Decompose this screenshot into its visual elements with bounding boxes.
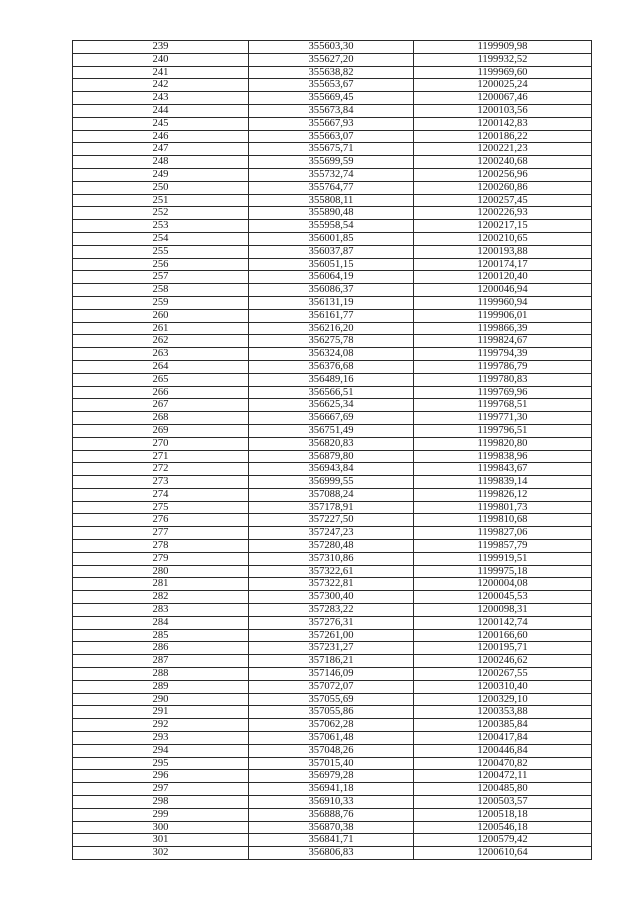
x-coordinate-cell: 356943,84 [249,463,414,476]
point-number-cell: 245 [73,117,249,130]
y-coordinate-cell: 1200098,31 [414,604,592,617]
y-coordinate-cell: 1200470,82 [414,757,592,770]
point-number-cell: 243 [73,92,249,105]
point-number-cell: 239 [73,41,249,54]
x-coordinate-cell: 357227,50 [249,514,414,527]
y-coordinate-cell: 1200417,84 [414,732,592,745]
point-number-cell: 295 [73,757,249,770]
x-coordinate-cell: 356667,69 [249,412,414,425]
point-number-cell: 290 [73,693,249,706]
x-coordinate-cell: 356841,71 [249,834,414,847]
point-number-cell: 267 [73,399,249,412]
y-coordinate-cell: 1199960,94 [414,296,592,309]
table-row [73,629,592,642]
table-row [73,616,592,629]
point-number-cell: 282 [73,591,249,604]
x-coordinate-cell: 356161,77 [249,309,414,322]
table-row [73,552,592,565]
x-coordinate-cell: 355627,20 [249,53,414,66]
table-row [73,322,592,335]
point-number-cell: 300 [73,821,249,834]
x-coordinate-cell: 355808,11 [249,194,414,207]
y-coordinate-cell: 1200267,55 [414,668,592,681]
table-row [73,796,592,809]
y-coordinate-cell: 1200142,83 [414,117,592,130]
x-coordinate-cell: 356566,51 [249,386,414,399]
x-coordinate-cell: 357300,40 [249,591,414,604]
y-coordinate-cell: 1200045,53 [414,591,592,604]
point-number-cell: 266 [73,386,249,399]
point-number-cell: 283 [73,604,249,617]
table-row [73,66,592,79]
y-coordinate-cell: 1200610,64 [414,847,592,860]
table-row [73,335,592,348]
y-coordinate-cell: 1200103,56 [414,104,592,117]
y-coordinate-cell: 1200004,08 [414,578,592,591]
y-coordinate-cell: 1200142,74 [414,616,592,629]
point-number-cell: 302 [73,847,249,860]
y-coordinate-cell: 1200257,45 [414,194,592,207]
table-row [73,309,592,322]
table-row [73,130,592,143]
table-row [73,104,592,117]
x-coordinate-cell: 355667,93 [249,117,414,130]
point-number-cell: 253 [73,220,249,233]
y-coordinate-cell: 1199768,51 [414,399,592,412]
x-coordinate-cell: 356888,76 [249,808,414,821]
x-coordinate-cell: 357276,31 [249,616,414,629]
point-number-cell: 286 [73,642,249,655]
point-number-cell: 298 [73,796,249,809]
y-coordinate-cell: 1199824,67 [414,335,592,348]
table-row [73,143,592,156]
point-number-cell: 260 [73,309,249,322]
x-coordinate-cell: 357072,07 [249,680,414,693]
y-coordinate-cell: 1199975,18 [414,565,592,578]
x-coordinate-cell: 356051,15 [249,258,414,271]
y-coordinate-cell: 1199909,98 [414,41,592,54]
x-coordinate-cell: 357283,22 [249,604,414,617]
x-coordinate-cell: 357055,69 [249,693,414,706]
point-number-cell: 293 [73,732,249,745]
y-coordinate-cell: 1200485,80 [414,783,592,796]
table-row [73,412,592,425]
table-row [73,655,592,668]
table-row [73,373,592,386]
table-row [73,53,592,66]
y-coordinate-cell: 1199786,79 [414,360,592,373]
x-coordinate-cell: 356489,16 [249,373,414,386]
y-coordinate-cell: 1200503,57 [414,796,592,809]
x-coordinate-cell: 355699,59 [249,156,414,169]
x-coordinate-cell: 356999,55 [249,476,414,489]
table-row [73,770,592,783]
point-number-cell: 275 [73,501,249,514]
y-coordinate-cell: 1200385,84 [414,719,592,732]
x-coordinate-cell: 357061,48 [249,732,414,745]
y-coordinate-cell: 1200246,62 [414,655,592,668]
point-number-cell: 261 [73,322,249,335]
point-number-cell: 268 [73,412,249,425]
x-coordinate-cell: 356376,68 [249,360,414,373]
point-number-cell: 274 [73,488,249,501]
x-coordinate-cell: 357015,40 [249,757,414,770]
y-coordinate-cell: 1199857,79 [414,540,592,553]
coordinates-table-container [72,40,591,860]
x-coordinate-cell: 357088,24 [249,488,414,501]
x-coordinate-cell: 356001,85 [249,232,414,245]
point-number-cell: 259 [73,296,249,309]
point-number-cell: 285 [73,629,249,642]
table-row [73,207,592,220]
point-number-cell: 248 [73,156,249,169]
y-coordinate-cell: 1200260,86 [414,181,592,194]
table-row [73,220,592,233]
table-row [73,41,592,54]
point-number-cell: 254 [73,232,249,245]
x-coordinate-cell: 356870,38 [249,821,414,834]
x-coordinate-cell: 355638,82 [249,66,414,79]
y-coordinate-cell: 1200310,40 [414,680,592,693]
point-number-cell: 279 [73,552,249,565]
y-coordinate-cell: 1199906,01 [414,309,592,322]
point-number-cell: 276 [73,514,249,527]
x-coordinate-cell: 355675,71 [249,143,414,156]
table-row [73,719,592,732]
y-coordinate-cell: 1200166,60 [414,629,592,642]
table-row [73,156,592,169]
table-row [73,642,592,655]
y-coordinate-cell: 1199810,68 [414,514,592,527]
x-coordinate-cell: 356131,19 [249,296,414,309]
point-number-cell: 294 [73,744,249,757]
point-number-cell: 251 [73,194,249,207]
point-number-cell: 256 [73,258,249,271]
table-row [73,744,592,757]
x-coordinate-cell: 357310,86 [249,552,414,565]
x-coordinate-cell: 356751,49 [249,424,414,437]
point-number-cell: 244 [73,104,249,117]
x-coordinate-cell: 355669,45 [249,92,414,105]
point-number-cell: 281 [73,578,249,591]
point-number-cell: 289 [73,680,249,693]
y-coordinate-cell: 1200210,65 [414,232,592,245]
y-coordinate-cell: 1199794,39 [414,348,592,361]
point-number-cell: 265 [73,373,249,386]
point-number-cell: 271 [73,450,249,463]
y-coordinate-cell: 1200120,40 [414,271,592,284]
y-coordinate-cell: 1200025,24 [414,79,592,92]
y-coordinate-cell: 1199820,80 [414,437,592,450]
x-coordinate-cell: 357178,91 [249,501,414,514]
y-coordinate-cell: 1200174,17 [414,258,592,271]
x-coordinate-cell: 356324,08 [249,348,414,361]
x-coordinate-cell: 357146,09 [249,668,414,681]
table-row [73,821,592,834]
point-number-cell: 258 [73,284,249,297]
point-number-cell: 287 [73,655,249,668]
table-row [73,757,592,770]
y-coordinate-cell: 1199843,67 [414,463,592,476]
x-coordinate-cell: 356086,37 [249,284,414,297]
point-number-cell: 299 [73,808,249,821]
point-number-cell: 252 [73,207,249,220]
x-coordinate-cell: 355732,74 [249,168,414,181]
y-coordinate-cell: 1199826,12 [414,488,592,501]
table-row [73,258,592,271]
point-number-cell: 280 [73,565,249,578]
point-number-cell: 247 [73,143,249,156]
x-coordinate-cell: 357280,48 [249,540,414,553]
point-number-cell: 249 [73,168,249,181]
point-number-cell: 301 [73,834,249,847]
y-coordinate-cell: 1199839,14 [414,476,592,489]
table-row [73,168,592,181]
point-number-cell: 264 [73,360,249,373]
table-row [73,693,592,706]
table-row [73,668,592,681]
y-coordinate-cell: 1199796,51 [414,424,592,437]
point-number-cell: 262 [73,335,249,348]
x-coordinate-cell: 356216,20 [249,322,414,335]
table-row [73,783,592,796]
table-row [73,360,592,373]
table-row [73,245,592,258]
y-coordinate-cell: 1200518,18 [414,808,592,821]
x-coordinate-cell: 357322,61 [249,565,414,578]
table-row [73,284,592,297]
point-number-cell: 297 [73,783,249,796]
point-number-cell: 278 [73,540,249,553]
y-coordinate-cell: 1200353,88 [414,706,592,719]
point-number-cell: 242 [73,79,249,92]
y-coordinate-cell: 1199801,73 [414,501,592,514]
coordinates-table [72,40,592,860]
point-number-cell: 273 [73,476,249,489]
x-coordinate-cell: 356275,78 [249,335,414,348]
y-coordinate-cell: 1200195,71 [414,642,592,655]
y-coordinate-cell: 1200579,42 [414,834,592,847]
y-coordinate-cell: 1200256,96 [414,168,592,181]
y-coordinate-cell: 1200226,93 [414,207,592,220]
table-row [73,424,592,437]
table-row [73,476,592,489]
point-number-cell: 257 [73,271,249,284]
x-coordinate-cell: 356625,34 [249,399,414,412]
point-number-cell: 246 [73,130,249,143]
table-row [73,232,592,245]
y-coordinate-cell: 1200329,10 [414,693,592,706]
x-coordinate-cell: 356979,28 [249,770,414,783]
y-coordinate-cell: 1199780,83 [414,373,592,386]
x-coordinate-cell: 355764,77 [249,181,414,194]
y-coordinate-cell: 1199932,52 [414,53,592,66]
table-row [73,488,592,501]
table-row [73,591,592,604]
x-coordinate-cell: 356820,83 [249,437,414,450]
table-row [73,565,592,578]
table-row [73,386,592,399]
y-coordinate-cell: 1200240,68 [414,156,592,169]
y-coordinate-cell: 1200046,94 [414,284,592,297]
point-number-cell: 291 [73,706,249,719]
table-row [73,399,592,412]
table-row [73,578,592,591]
y-coordinate-cell: 1199769,96 [414,386,592,399]
x-coordinate-cell: 357062,28 [249,719,414,732]
x-coordinate-cell: 356064,19 [249,271,414,284]
x-coordinate-cell: 357231,27 [249,642,414,655]
x-coordinate-cell: 355603,30 [249,41,414,54]
table-row [73,847,592,860]
y-coordinate-cell: 1199969,60 [414,66,592,79]
x-coordinate-cell: 357048,26 [249,744,414,757]
x-coordinate-cell: 357055,86 [249,706,414,719]
x-coordinate-cell: 356037,87 [249,245,414,258]
point-number-cell: 296 [73,770,249,783]
y-coordinate-cell: 1200446,84 [414,744,592,757]
point-number-cell: 241 [73,66,249,79]
table-row [73,450,592,463]
y-coordinate-cell: 1199866,39 [414,322,592,335]
point-number-cell: 288 [73,668,249,681]
table-row [73,463,592,476]
x-coordinate-cell: 357322,81 [249,578,414,591]
table-row [73,540,592,553]
x-coordinate-cell: 357261,00 [249,629,414,642]
point-number-cell: 272 [73,463,249,476]
point-number-cell: 240 [73,53,249,66]
x-coordinate-cell: 357186,21 [249,655,414,668]
y-coordinate-cell: 1199919,51 [414,552,592,565]
y-coordinate-cell: 1200546,18 [414,821,592,834]
point-number-cell: 270 [73,437,249,450]
x-coordinate-cell: 356879,80 [249,450,414,463]
y-coordinate-cell: 1200472,11 [414,770,592,783]
y-coordinate-cell: 1199838,96 [414,450,592,463]
x-coordinate-cell: 355890,48 [249,207,414,220]
x-coordinate-cell: 357247,23 [249,527,414,540]
table-row [73,808,592,821]
table-row [73,296,592,309]
y-coordinate-cell: 1200217,15 [414,220,592,233]
x-coordinate-cell: 356910,33 [249,796,414,809]
y-coordinate-cell: 1200221,23 [414,143,592,156]
table-row [73,271,592,284]
point-number-cell: 277 [73,527,249,540]
table-row [73,501,592,514]
point-number-cell: 292 [73,719,249,732]
table-row [73,604,592,617]
table-row [73,194,592,207]
x-coordinate-cell: 356941,18 [249,783,414,796]
point-number-cell: 255 [73,245,249,258]
point-number-cell: 250 [73,181,249,194]
x-coordinate-cell: 355958,54 [249,220,414,233]
point-number-cell: 269 [73,424,249,437]
y-coordinate-cell: 1200186,22 [414,130,592,143]
table-row [73,834,592,847]
table-row [73,706,592,719]
point-number-cell: 263 [73,348,249,361]
table-row [73,437,592,450]
y-coordinate-cell: 1200193,88 [414,245,592,258]
point-number-cell: 284 [73,616,249,629]
x-coordinate-cell: 355673,84 [249,104,414,117]
y-coordinate-cell: 1199827,06 [414,527,592,540]
y-coordinate-cell: 1200067,46 [414,92,592,105]
coordinates-table-body [73,41,592,860]
x-coordinate-cell: 355663,07 [249,130,414,143]
table-row [73,680,592,693]
table-row [73,348,592,361]
table-row [73,732,592,745]
table-row [73,117,592,130]
y-coordinate-cell: 1199771,30 [414,412,592,425]
table-row [73,181,592,194]
x-coordinate-cell: 355653,67 [249,79,414,92]
table-row [73,79,592,92]
table-row [73,92,592,105]
table-row [73,514,592,527]
x-coordinate-cell: 356806,83 [249,847,414,860]
table-row [73,527,592,540]
